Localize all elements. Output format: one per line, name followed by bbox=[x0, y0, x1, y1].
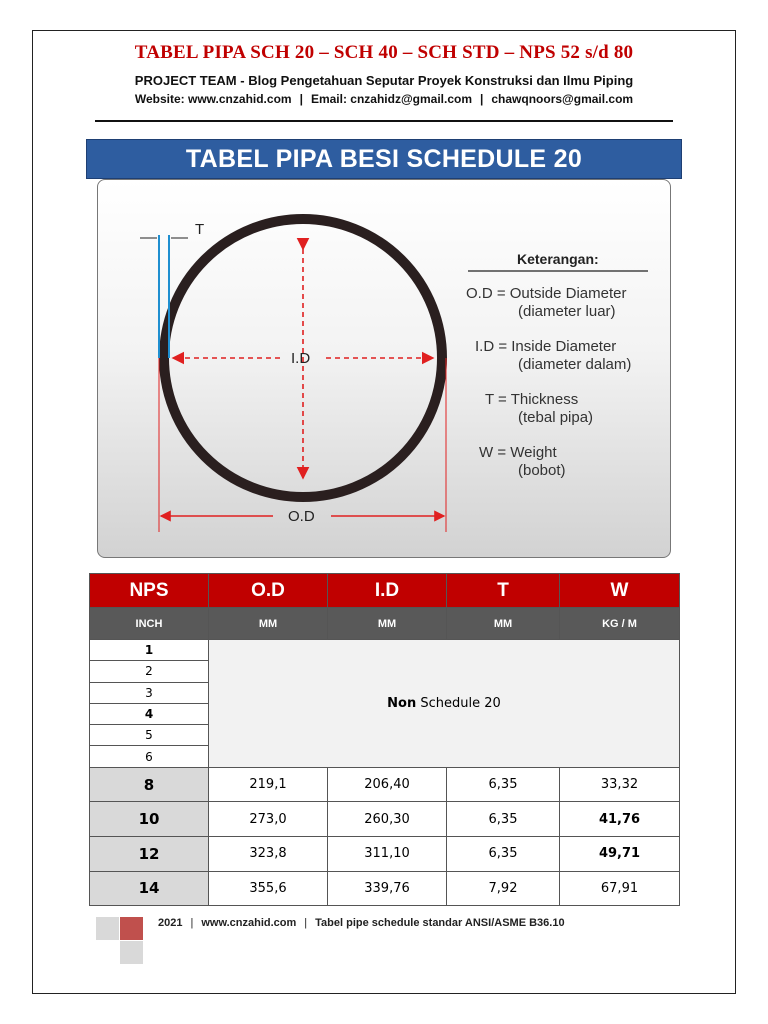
table-row bbox=[90, 871, 680, 906]
legend-t-line1: T = Thickness bbox=[485, 391, 579, 408]
unit-id: MM bbox=[328, 608, 447, 640]
w-cell: 33,32 bbox=[560, 767, 680, 802]
nps-cell: 2 bbox=[90, 661, 209, 682]
section-title: TABEL PIPA BESI SCHEDULE 20 bbox=[86, 139, 682, 179]
footer-square bbox=[96, 917, 119, 940]
header-t: T bbox=[447, 574, 560, 608]
legend-w-line1: W = Weight bbox=[479, 444, 557, 461]
table-row bbox=[90, 802, 680, 837]
legend-t-line2: (tebal pipa) bbox=[518, 409, 594, 426]
header-divider bbox=[95, 120, 673, 122]
id-cell: 260,30 bbox=[328, 802, 447, 837]
table-units-row bbox=[90, 608, 680, 640]
footer-year: 2021 bbox=[158, 917, 183, 929]
legend-id-line1: I.D = Inside Diameter bbox=[475, 338, 617, 355]
nps-cell: 4 bbox=[90, 703, 209, 724]
id-cell: 206,40 bbox=[328, 767, 447, 802]
footer-square-accent bbox=[120, 917, 143, 940]
t-cell: 6,35 bbox=[447, 767, 560, 802]
document-subtitle: PROJECT TEAM - Blog Pengetahuan Seputar Proyek Konstruksi dan Ilmu Piping bbox=[134, 73, 634, 88]
header-id: I.D bbox=[328, 574, 447, 608]
legend-od-line1: O.D = Outside Diameter bbox=[466, 285, 627, 302]
legend-id-line2: (diameter dalam) bbox=[518, 356, 632, 373]
email-secondary-text: chawqnoors@gmail.com bbox=[491, 92, 634, 106]
nps-cell: 12 bbox=[90, 836, 209, 871]
unit-nps: INCH bbox=[90, 608, 209, 640]
t-cell: 7,92 bbox=[447, 871, 560, 906]
t-cell: 6,35 bbox=[447, 802, 560, 837]
pipe-schedule-table bbox=[89, 573, 680, 906]
w-cell: 67,91 bbox=[560, 871, 680, 906]
od-label: O.D bbox=[288, 508, 315, 525]
email-text: Email: cnzahidz@gmail.com bbox=[310, 92, 473, 106]
header-od: O.D bbox=[209, 574, 328, 608]
footer-text: 2021 | www.cnzahid.com | Tabel pipe schedule standar ANSI/ASME B36.10 bbox=[158, 917, 565, 929]
non-schedule-text-b: Schedule 20 bbox=[420, 695, 501, 711]
document-title: TABEL PIPA SCH 20 – SCH 40 – SCH STD – NPS 52 s/d 80 bbox=[134, 42, 634, 63]
table-row bbox=[90, 640, 680, 661]
legend-w-line2: (bobot) bbox=[518, 462, 566, 479]
footer-site: www.cnzahid.com bbox=[201, 917, 297, 929]
contact-line: Website: www.cnzahid.com | Email: cnzahidz@gmail.com | chawqnoors@gmail.com bbox=[134, 92, 634, 106]
pipe-schedule-table-wrap bbox=[89, 573, 679, 906]
thickness-label: T bbox=[195, 221, 205, 238]
id-cell: 339,76 bbox=[328, 871, 447, 906]
od-cell: 323,8 bbox=[209, 836, 328, 871]
nps-cell: 5 bbox=[90, 725, 209, 746]
pipe-diagram-panel bbox=[97, 179, 671, 558]
table-header-row bbox=[90, 574, 680, 608]
header-w: W bbox=[560, 574, 680, 608]
id-label: I.D bbox=[291, 350, 311, 367]
unit-t: MM bbox=[447, 608, 560, 640]
footer-note: Tabel pipe schedule standar ANSI/ASME B36.10 bbox=[315, 917, 565, 929]
nps-cell: 14 bbox=[90, 871, 209, 906]
nps-cell: 6 bbox=[90, 746, 209, 767]
w-cell: 41,76 bbox=[560, 802, 680, 837]
od-cell: 273,0 bbox=[209, 802, 328, 837]
nps-cell: 10 bbox=[90, 802, 209, 837]
table-row bbox=[90, 836, 680, 871]
unit-od: MM bbox=[209, 608, 328, 640]
id-cell: 311,10 bbox=[328, 836, 447, 871]
non-schedule-cell bbox=[209, 640, 680, 768]
footer-square bbox=[120, 941, 143, 964]
unit-w: KG / M bbox=[560, 608, 680, 640]
legend-od-line2: (diameter luar) bbox=[518, 303, 616, 320]
pipe-cross-section-diagram bbox=[98, 180, 672, 559]
nps-cell: 3 bbox=[90, 682, 209, 703]
od-cell: 355,6 bbox=[209, 871, 328, 906]
table-row bbox=[90, 767, 680, 802]
non-schedule-text-a: Non bbox=[387, 695, 417, 711]
legend-title: Keterangan: bbox=[517, 251, 599, 267]
w-cell: 49,71 bbox=[560, 836, 680, 871]
t-cell: 6,35 bbox=[447, 836, 560, 871]
nps-cell: 1 bbox=[90, 640, 209, 661]
nps-cell: 8 bbox=[90, 767, 209, 802]
header-nps: NPS bbox=[90, 574, 209, 608]
website-text: Website: www.cnzahid.com bbox=[134, 92, 292, 106]
od-cell: 219,1 bbox=[209, 767, 328, 802]
